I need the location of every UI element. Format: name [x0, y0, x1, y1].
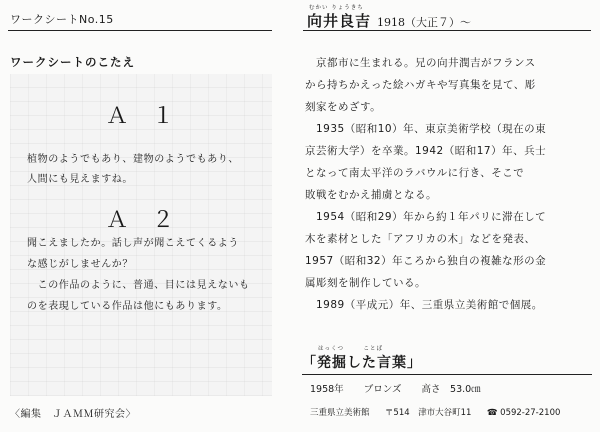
work-material: ブロンズ	[363, 384, 402, 395]
biography-line: 京都市に生まれる。兄の向井潤吉がフランス	[305, 57, 536, 69]
biography-line: 1935（昭和10）年、東京美術学校（現在の東	[305, 123, 547, 135]
telephone-icon: ☎	[486, 408, 498, 418]
biography-line: となって南太平洋のラバウルに行き、そこで	[305, 167, 525, 179]
answer-2-line: この作品のように、普通、目には見えないも	[27, 280, 250, 291]
biography-text	[305, 52, 597, 316]
artist-name: 向井良吉	[307, 12, 372, 30]
work-title: 「発掘した言葉」	[302, 355, 422, 371]
museum-address: 〒514 津市大谷町11	[384, 408, 472, 418]
artist-dates: 1918（大正７）～	[377, 16, 471, 29]
biography-line: 1957（昭和32）年ころから独自の複雑な形の金	[305, 255, 547, 267]
section-title: ワークシートのこたえ	[10, 55, 135, 69]
biography-line: 木を素材とした「アフリカの木」などを発表、	[305, 233, 536, 245]
museum-info	[310, 406, 560, 418]
biography-line: から持ちかえった絵ハガキや写真集を見て、彫	[305, 79, 536, 91]
museum-phone: 0592-27-2100	[500, 408, 561, 418]
biography-line: 敗戦をむかえ捕虜となる。	[305, 189, 437, 201]
work-title-ruby: はっくつ ことば	[318, 346, 384, 352]
work-height: 高さ 53.0㎝	[421, 384, 481, 395]
work-details	[310, 381, 481, 395]
worksheet-label: ワークシートNo.15	[10, 13, 114, 26]
answer-1-line: 植物のようでもあり、建物のようでもあり、	[27, 154, 239, 165]
biography-line: 1989（平成元）年、三重県立美術館で個展。	[305, 299, 543, 311]
answer-2-line: な感じがしませんか？	[27, 259, 133, 270]
header-right-rule	[303, 30, 591, 31]
answer-1-text	[27, 150, 273, 190]
work-title-rule	[302, 374, 592, 375]
answer-2-line: 聞こえましたか。話し声が聞こえてくるよう	[27, 238, 239, 249]
biography-line: 1954（昭和29）年から約１年パリに滞在して	[305, 211, 547, 223]
editor-credit: 〈編集 ＪＡＭＭ研究会〉	[10, 409, 136, 420]
biography-line: 刻家をめざす。	[305, 101, 382, 113]
work-year: 1958年	[310, 384, 344, 395]
biography-line: 属彫刻を制作している。	[305, 277, 426, 289]
answer-2-label: Ａ２	[106, 208, 199, 233]
museum-name: 三重県立美術館	[310, 408, 370, 418]
answer-2-line: のを表現している作品は他にもあります。	[27, 301, 228, 312]
biography-line: 京芸術大学）を卒業。1942（昭和17）年、兵士	[305, 145, 547, 157]
header-left-rule	[8, 30, 272, 31]
answer-2-text	[27, 233, 273, 317]
artist-name-ruby: むかい りょうきち	[309, 5, 364, 11]
answer-1-label: Ａ１	[106, 104, 199, 129]
answer-1-line: 人間にも見えますね。	[27, 174, 133, 185]
